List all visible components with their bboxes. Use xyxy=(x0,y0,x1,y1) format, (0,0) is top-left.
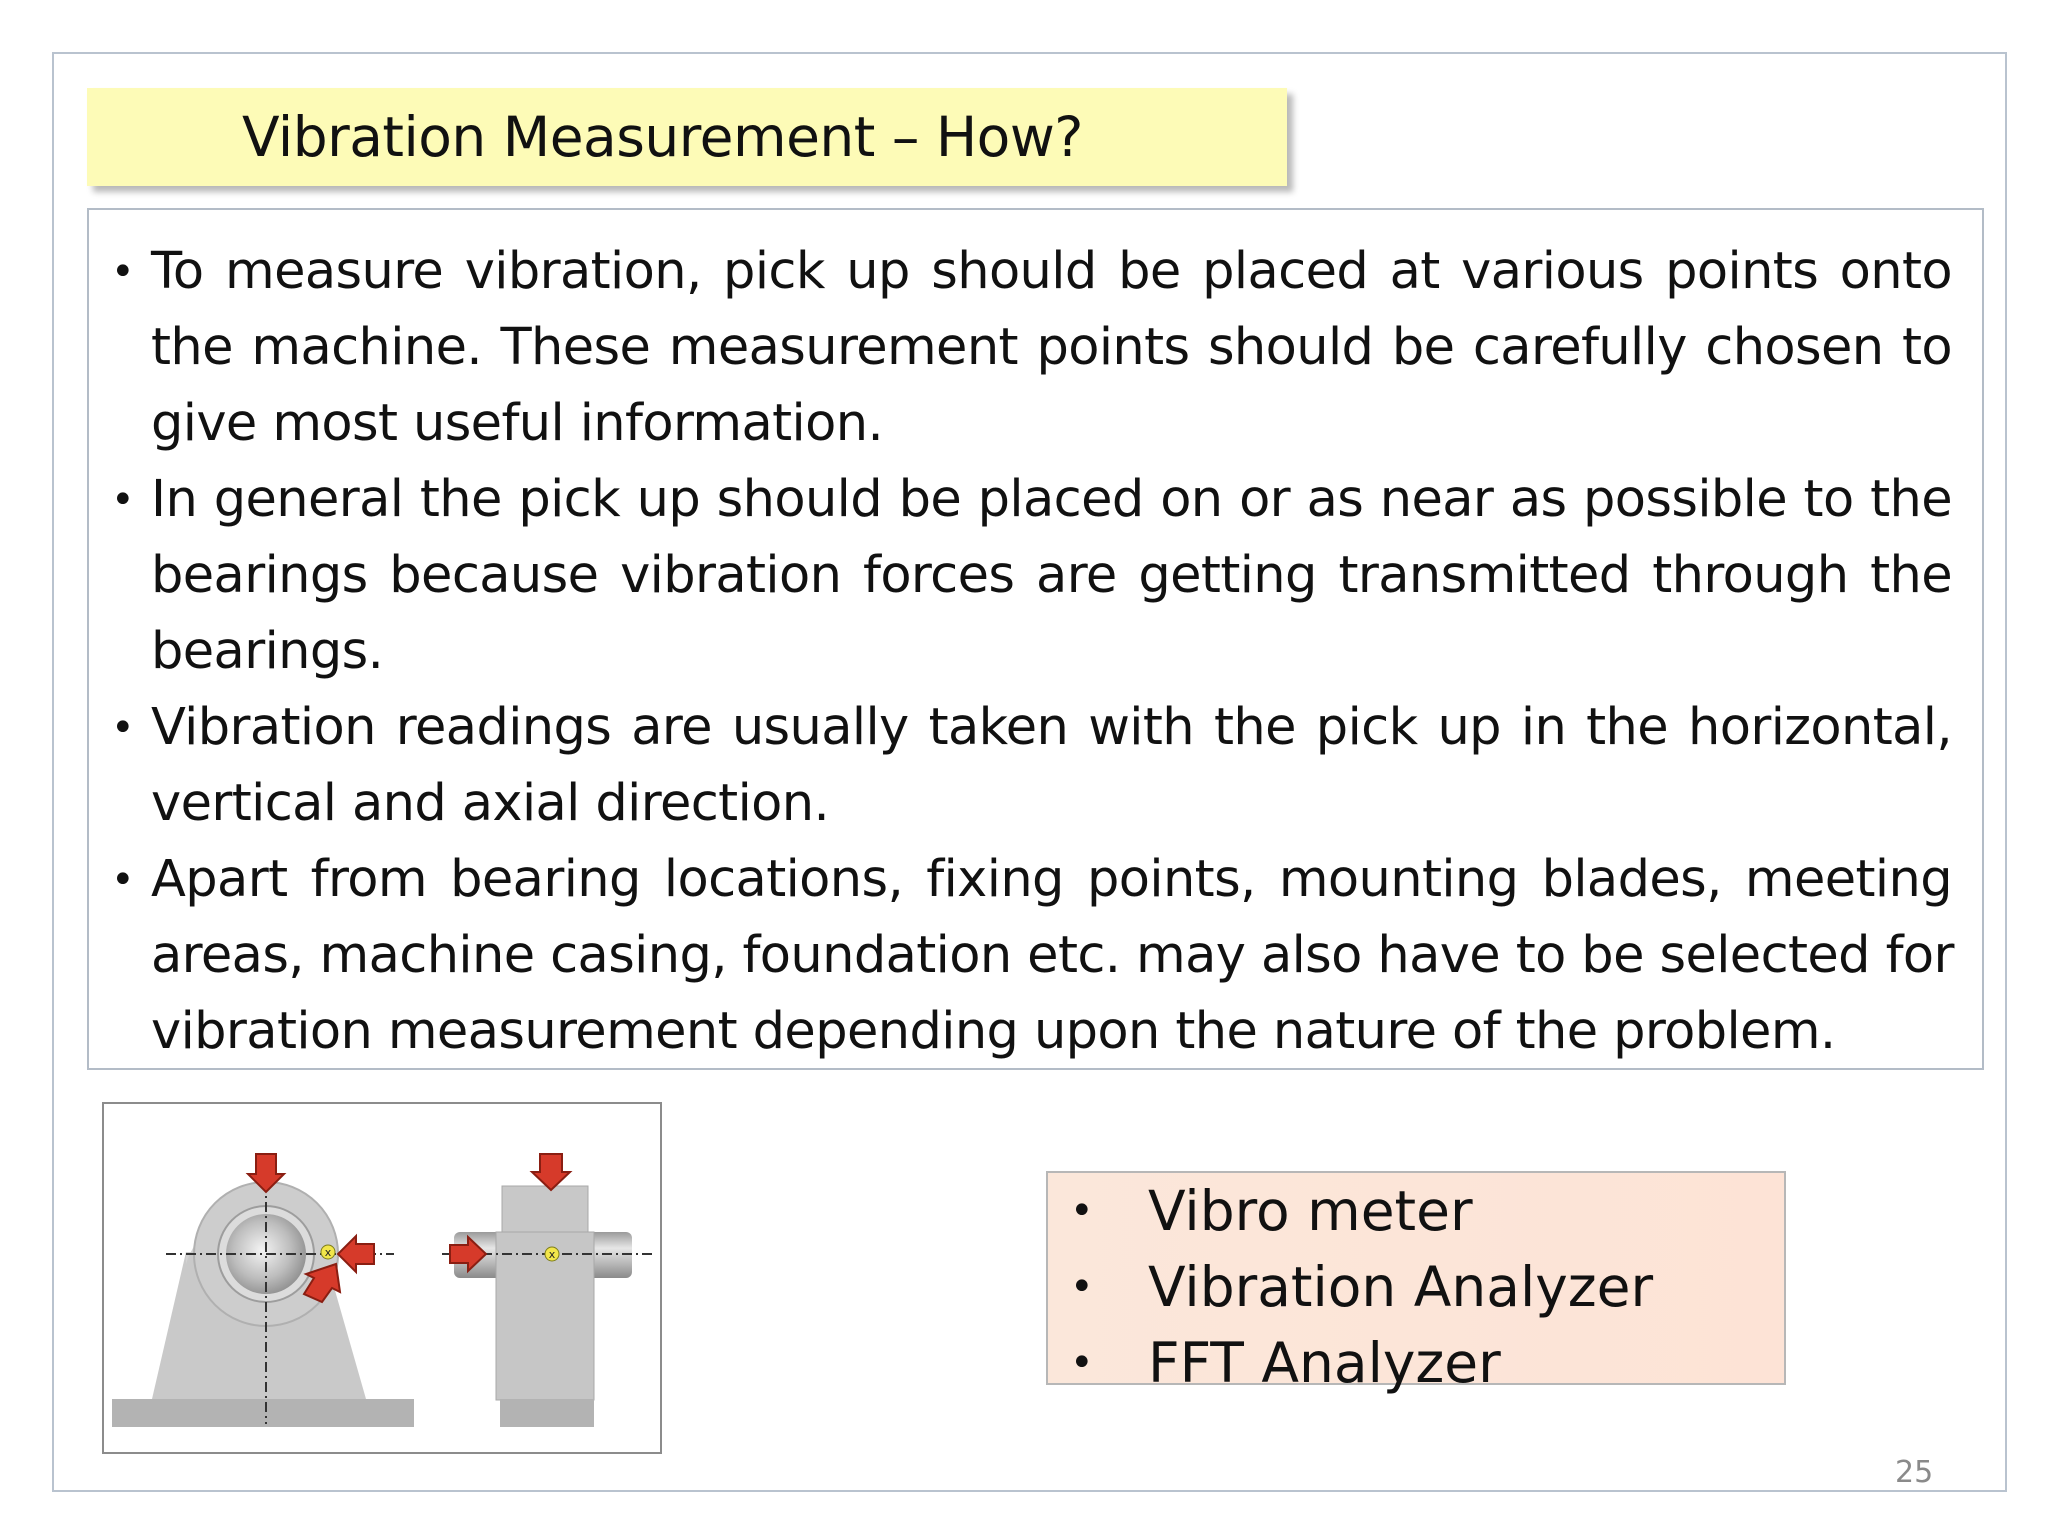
page-number: 25 xyxy=(1895,1455,1934,1490)
front-horizontal-arrow-icon xyxy=(338,1236,374,1272)
bullet-line: bearings. xyxy=(151,622,384,681)
bullet-dot-icon: • xyxy=(1070,1340,1094,1386)
title-box xyxy=(87,88,1287,186)
instrument-label: Vibration Analyzer xyxy=(1148,1255,1654,1319)
bullet-line: the machine. These measurement points should be carefully chosen to xyxy=(151,318,1952,377)
bullet-line: To measure vibration, pick up should be placed at various points onto xyxy=(151,242,1952,301)
side-measure-marker-label: x xyxy=(548,1248,556,1261)
slide-title: Vibration Measurement – How? xyxy=(242,105,1083,169)
front-base-plate xyxy=(112,1399,414,1427)
side-view xyxy=(442,1154,652,1427)
front-measure-marker-label: x xyxy=(324,1246,332,1259)
bullet-dot-icon: • xyxy=(111,249,134,295)
front-view xyxy=(112,1154,414,1427)
bullet-item xyxy=(111,462,1952,690)
bullet-line: give most useful information. xyxy=(151,394,884,453)
bullet-dot-icon: • xyxy=(111,477,134,523)
content-box xyxy=(87,208,1984,1070)
side-housing-body xyxy=(496,1232,594,1400)
bullet-dot-icon: • xyxy=(111,857,134,903)
bullet-item xyxy=(111,690,1952,842)
instrument-label: FFT Analyzer xyxy=(1148,1331,1501,1395)
bullet-dot-icon: • xyxy=(1070,1188,1094,1234)
bearing-diagram-svg xyxy=(104,1104,660,1452)
bullet-item xyxy=(111,842,1954,1070)
bullet-line: areas, machine casing, foundation etc. may also have to be selected for xyxy=(151,926,1954,985)
bullet-line: Apart from bearing locations, fixing points, mounting blades, meeting xyxy=(151,850,1952,909)
bullet-dot-icon: • xyxy=(111,705,134,751)
instruments-box xyxy=(1046,1171,1786,1395)
bearing-diagram xyxy=(102,1102,662,1454)
bullet-line: bearings because vibration forces are getting transmitted through the xyxy=(151,546,1952,605)
bullet-dot-icon: • xyxy=(1070,1264,1094,1310)
bullet-line: vibration measurement depending upon the nature of the problem. xyxy=(151,1002,1836,1061)
side-vertical-arrow-icon xyxy=(532,1154,570,1190)
side-base-plate xyxy=(500,1399,594,1427)
bullet-item xyxy=(111,234,1952,462)
side-housing-top xyxy=(502,1186,588,1234)
bullet-line: Vibration readings are usually taken with the pick up in the horizontal, xyxy=(151,698,1952,757)
bullet-line: In general the pick up should be placed on or as near as possible to the xyxy=(151,470,1952,529)
instrument-label: Vibro meter xyxy=(1148,1179,1473,1243)
bullet-line: vertical and axial direction. xyxy=(151,774,830,833)
